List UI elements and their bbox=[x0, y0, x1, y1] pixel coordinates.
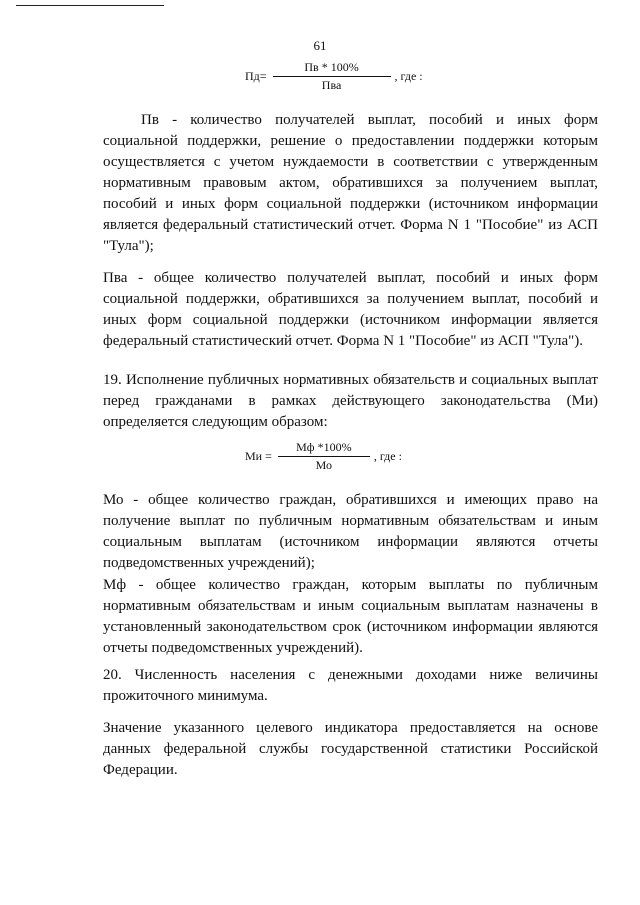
definition-mf: Мф - общее количество граждан, которым выплаты по публичным нормативным обязательствам и иным социальным выплатам назначены в установленный законодательством срок (источником информации являются отчеты подведомственных учреждений). bbox=[103, 577, 598, 656]
formula-mi-suffix: , где : bbox=[373, 449, 402, 463]
formula-mi-denominator: Мо bbox=[315, 458, 333, 472]
item-19: 19. Исполнение публичных нормативных обязательств и социальных выплат перед гражданами в рамках действующего законодательства (Ми) определяется следующим образом: bbox=[103, 372, 598, 430]
definition-pv: Пв - количество получателей выплат, пособий и иных форм социальной поддержки, решение о предоставлении поддержки которым осуществляется с учетом нуждаемости в соответствии с утвержденным нормативным правовым актом, обратившихся за получением выплат, пособий и иных форм социальной поддержки (источником информации является федеральный статистический отчет. Форма N 1 "Пособие" из АСП "Тула"); bbox=[103, 112, 598, 254]
page-number: 61 bbox=[313, 38, 327, 53]
item-20-note: Значение указанного целевого индикатора предоставляется на основе данных федеральной службы государственной статистики Российской Федерации. bbox=[103, 720, 598, 778]
formula-mi-lhs: Ми = bbox=[245, 449, 272, 463]
definition-pva: Пва - общее количество получателей выплат, пособий и иных форм социальной поддержки, обратившихся за получением выплат, пособий и иных форм социальной поддержки (источником информации является федеральный статистический отчет. Форма N 1 "Пособие" из АСП "Тула"). bbox=[103, 270, 598, 349]
formula-pd-suffix: , где : bbox=[394, 69, 423, 83]
formula-pd-numerator: Пв * 100% bbox=[304, 60, 359, 74]
formula-mi-numerator: Мф *100% bbox=[296, 440, 352, 454]
formula-pd-fraction bbox=[273, 60, 391, 93]
top-rule bbox=[16, 5, 164, 6]
formula-mi-fraction bbox=[278, 440, 370, 473]
formula-pd-lhs: Пд= bbox=[245, 69, 267, 83]
definition-mo: Мо - общее количество граждан, обратившихся и имеющих право на получение выплат по публичным нормативным обязательствам и иным социальным выплатам (источником информации являются отчеты подведомственных учреждений); bbox=[103, 492, 598, 571]
item-20: 20. Численность населения с денежными доходами ниже величины прожиточного минимума. bbox=[103, 667, 598, 704]
formula-pd-denominator: Пва bbox=[321, 78, 342, 92]
formula-mi bbox=[245, 440, 402, 473]
formula-pd bbox=[245, 60, 423, 93]
